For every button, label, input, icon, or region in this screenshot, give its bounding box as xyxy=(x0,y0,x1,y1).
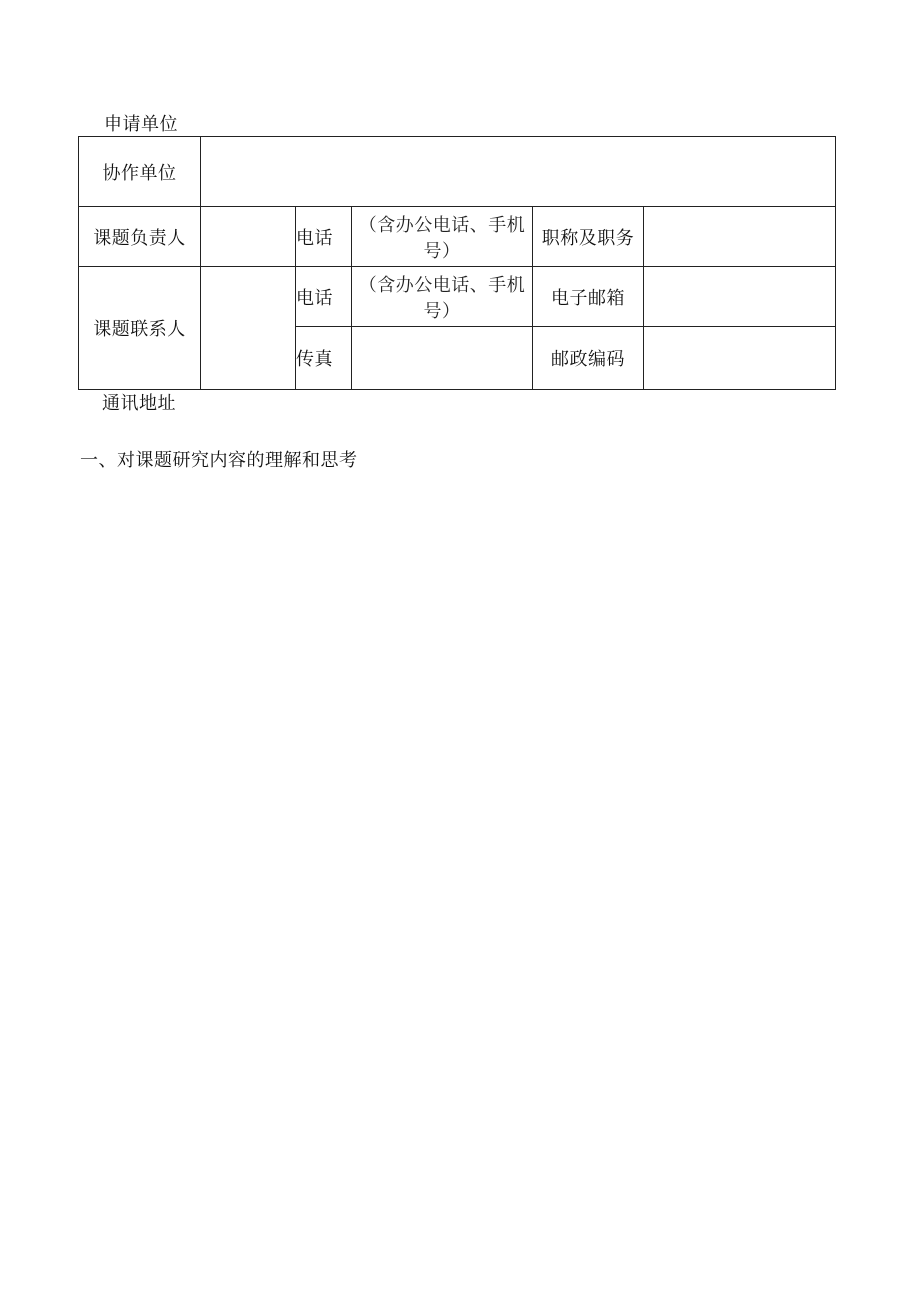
leader-name-field[interactable] xyxy=(201,207,296,267)
coop-unit-label: 协作单位 xyxy=(79,137,201,207)
application-form-table xyxy=(78,136,836,390)
coop-unit-field[interactable] xyxy=(201,137,836,207)
fax-label: 传真 xyxy=(296,327,352,390)
form-row-coop-unit xyxy=(79,137,836,207)
section-heading: 一、对课题研究内容的理解和思考 xyxy=(80,450,358,471)
leader-phone-label: 电话 xyxy=(296,207,352,267)
email-label: 电子邮箱 xyxy=(533,267,644,327)
email-field[interactable] xyxy=(644,267,836,327)
leader-phone-field[interactable]: （含办公电话、手机号） xyxy=(352,207,533,267)
postcode-label: 邮政编码 xyxy=(533,327,644,390)
applicant-unit-label: 申请单位 xyxy=(104,114,178,135)
contact-label: 课题联系人 xyxy=(79,267,201,390)
form-row-contact-phone xyxy=(79,267,836,327)
fax-field[interactable] xyxy=(352,327,533,390)
title-position-field[interactable] xyxy=(644,207,836,267)
address-label: 通讯地址 xyxy=(102,393,176,414)
contact-name-field[interactable] xyxy=(201,267,296,390)
title-position-label: 职称及职务 xyxy=(533,207,644,267)
postcode-field[interactable] xyxy=(644,327,836,390)
contact-phone-label: 电话 xyxy=(296,267,352,327)
form-row-leader xyxy=(79,207,836,267)
contact-phone-field[interactable]: （含办公电话、手机号） xyxy=(352,267,533,327)
leader-label: 课题负责人 xyxy=(79,207,201,267)
